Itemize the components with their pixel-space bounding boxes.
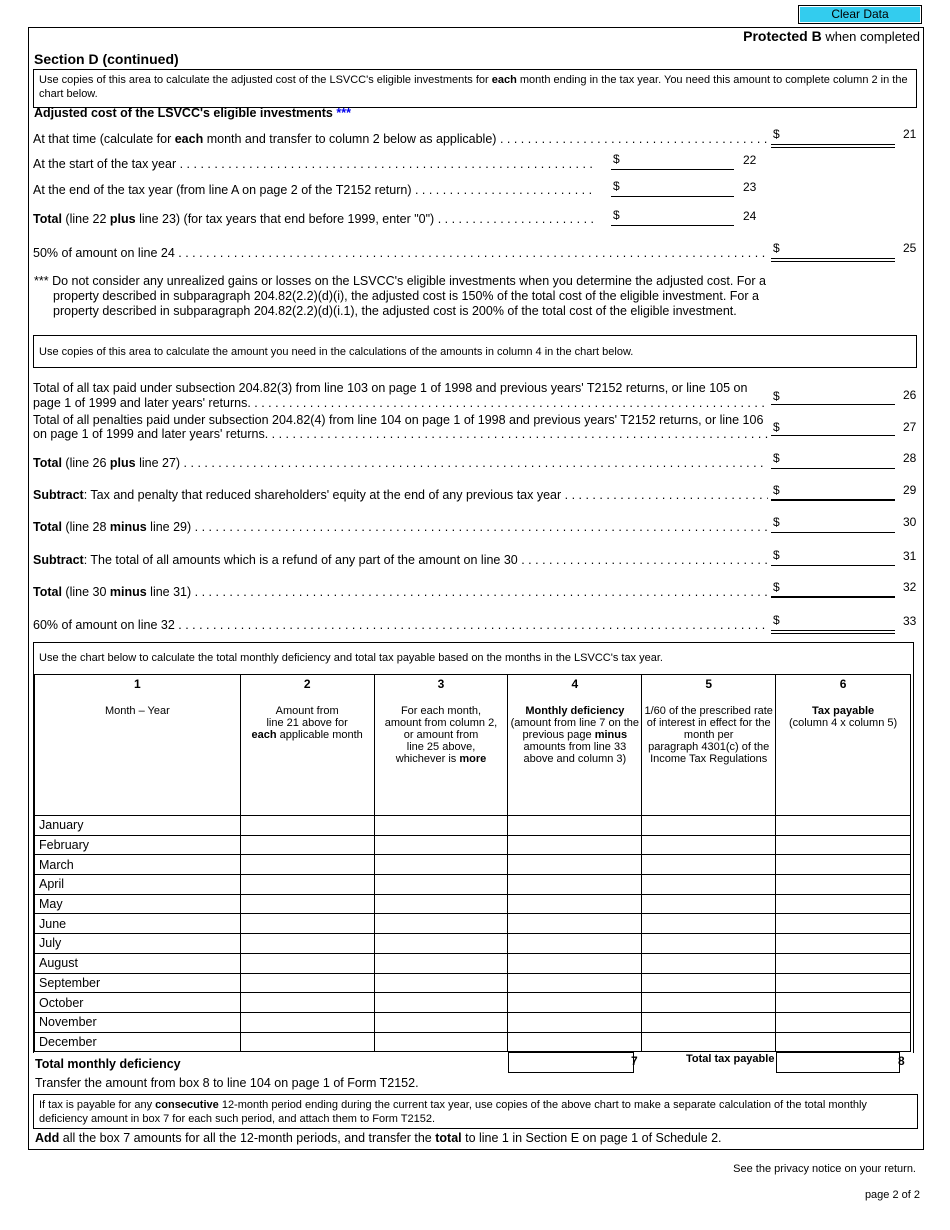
column-4-cell[interactable] [508, 914, 642, 934]
column-5-cell[interactable] [642, 914, 776, 934]
column-2-cell[interactable] [240, 816, 374, 836]
table-row [35, 973, 911, 993]
table-row [35, 953, 911, 973]
column-3-cell[interactable] [374, 875, 508, 895]
line-28-input[interactable] [785, 451, 897, 469]
line-26-underline [771, 404, 895, 405]
line-28-underline [771, 468, 895, 469]
month-cell: February [35, 835, 241, 855]
column-3-cell[interactable] [374, 855, 508, 875]
line-32-underline [771, 596, 895, 598]
column-4-cell[interactable] [508, 835, 642, 855]
line-30-label: Total (line 28 minus line 29) . . . [33, 520, 768, 534]
clear-data-button[interactable]: Clear Data [798, 5, 922, 24]
column-5-cell[interactable] [642, 993, 776, 1013]
column-3-cell[interactable] [374, 934, 508, 954]
line-25-input[interactable] [785, 241, 897, 259]
column-6-cell[interactable] [776, 875, 911, 895]
dollar-sign: $ [613, 208, 620, 222]
dollar-sign: $ [773, 127, 780, 141]
add-box-7-instruction: Add all the box 7 amounts for all the 12-month periods, and transfer the total to line 1 in Section E on page 1 of Schedule 2. [35, 1131, 722, 1145]
column-2-cell[interactable] [240, 1032, 374, 1052]
box-8-input[interactable] [776, 1052, 900, 1073]
line-25-label: 50% of amount on line 24 . . . [33, 246, 768, 260]
column-2-cell[interactable] [240, 875, 374, 895]
column-4-cell[interactable] [508, 1032, 642, 1052]
column-4-cell[interactable] [508, 1012, 642, 1032]
chart-instruction: Use the chart below to calculate the total monthly deficiency and total tax payable based on the months in the LSVCC's tax year. [39, 652, 663, 664]
column-4-header: 4 Monthly deficiency (amount from line 7 on the previous page minus amounts from line 33 above and column 3) [508, 675, 642, 816]
column-3-cell[interactable] [374, 973, 508, 993]
line-23-label: At the end of the tax year (from line A on page 2 of the T2152 return) . . . [33, 183, 595, 197]
table-row [35, 816, 911, 836]
dollar-sign: $ [773, 548, 780, 562]
line-21-label: At that time (calculate for each month and transfer to column 2 below as applicable) . . . [33, 132, 768, 146]
column-2-cell[interactable] [240, 894, 374, 914]
column-3-cell[interactable] [374, 894, 508, 914]
month-cell: September [35, 973, 241, 993]
table-row [35, 1032, 911, 1052]
line-26-input[interactable] [785, 387, 897, 405]
line-30-underline [771, 532, 895, 533]
line-30-number: 30 [903, 515, 917, 529]
dollar-sign: $ [773, 389, 780, 403]
column-2-cell[interactable] [240, 934, 374, 954]
consecutive-period-note: If tax is payable for any consecutive 12-month period ending during the current tax year, use copies of the above chart to make a separate calculation of the total monthly deficiency amount in box 7 for each such period, and attach them to Form T2152. [33, 1094, 918, 1129]
line-29-underline [771, 499, 895, 501]
line-29-number: 29 [903, 483, 917, 497]
line-24-underline [611, 225, 734, 226]
column-2-cell[interactable] [240, 993, 374, 1013]
line-32-label: Total (line 30 minus line 31) . . . [33, 585, 768, 599]
column-6-header: 6 Tax payable (column 4 x column 5) [776, 675, 911, 816]
column-5-cell[interactable] [642, 875, 776, 895]
column-5-cell[interactable] [642, 1032, 776, 1052]
privacy-notice: See the privacy notice on your return. [733, 1163, 916, 1175]
column-6-cell[interactable] [776, 835, 911, 855]
column-4-cell[interactable] [508, 875, 642, 895]
line-29-label: Subtract: Tax and penalty that reduced shareholders' equity at the end of any previous tax year . . . [33, 488, 768, 502]
line-28-label: Total (line 26 plus line 27) . . . [33, 456, 768, 470]
line-23-number: 23 [743, 180, 757, 194]
line-26-number: 26 [903, 388, 917, 402]
column-3-cell[interactable] [374, 1012, 508, 1032]
line-21-number: 21 [903, 127, 917, 141]
column-5-header: 5 1/60 of the prescribed rate of interest in effect for the month per paragraph 4301(c) of the Income Tax Regulations [642, 675, 776, 816]
box-7-number: 7 [631, 1054, 638, 1068]
column-3-cell[interactable] [374, 835, 508, 855]
line-31-input[interactable] [785, 548, 897, 566]
column-1-header: 1 Month – Year [35, 675, 241, 816]
column-6-cell[interactable] [776, 934, 911, 954]
line-25-underline [771, 258, 895, 262]
table-row [35, 835, 911, 855]
line-21-input[interactable] [785, 127, 897, 145]
dollar-sign: $ [773, 420, 780, 434]
line-27-label: Total of all penalties paid under subsection 204.82(4) from line 104 on page 1 of 1998 and previous years' T2152 returns, or line 106 on page 1 of 1999 and later years' returns. . . . [33, 413, 768, 441]
column-6-cell[interactable] [776, 855, 911, 875]
column-5-cell[interactable] [642, 816, 776, 836]
month-cell: August [35, 953, 241, 973]
column-5-cell[interactable] [642, 934, 776, 954]
dollar-sign: $ [773, 241, 780, 255]
total-tax-payable-label: Total tax payable [686, 1053, 775, 1065]
line-28-number: 28 [903, 451, 917, 465]
column-6-cell[interactable] [776, 1012, 911, 1032]
column-6-cell[interactable] [776, 993, 911, 1013]
column-6-cell[interactable] [776, 894, 911, 914]
table-row [35, 914, 911, 934]
month-cell: May [35, 894, 241, 914]
transfer-instruction: Transfer the amount from box 8 to line 104 on page 1 of Form T2152. [35, 1076, 419, 1090]
column-6-cell[interactable] [776, 914, 911, 934]
line-23-input[interactable] [625, 179, 735, 197]
column-5-cell[interactable] [642, 953, 776, 973]
adjusted-cost-footnote: *** Do not consider any unrealized gains or losses on the LSVCC's eligible investments when you determine the adjusted cost. For a property described in subparagraph 204.82(2.2)(d)(i), the adjusted cost is 150% of the total cost of the eligible investment. For a property described in subparagraph 204.82(2.2)(d)(i.1), the adjusted cost is 200% of the total cost of the eligible investment. [34, 274, 766, 318]
line-27-input[interactable] [785, 418, 897, 436]
column-2-cell[interactable] [240, 914, 374, 934]
column-3-cell[interactable] [374, 816, 508, 836]
month-cell: June [35, 914, 241, 934]
column-5-cell[interactable] [642, 973, 776, 993]
adjusted-cost-heading: Adjusted cost of the LSVCC's eligible investments *** [34, 106, 351, 120]
column-5-cell[interactable] [642, 1012, 776, 1032]
column-4-cell[interactable] [508, 816, 642, 836]
column-5-cell[interactable] [642, 855, 776, 875]
line-33-number: 33 [903, 614, 917, 628]
table-row [35, 855, 911, 875]
column-6-cell[interactable] [776, 953, 911, 973]
table-row [35, 875, 911, 895]
dollar-sign: $ [773, 580, 780, 594]
month-cell: October [35, 993, 241, 1013]
line-22-number: 22 [743, 153, 757, 167]
month-cell: December [35, 1032, 241, 1052]
month-cell: April [35, 875, 241, 895]
column-4-cell[interactable] [508, 953, 642, 973]
line-24-label: Total (line 22 plus line 23) (for tax years that end before 1999, enter "0") . . . [33, 212, 595, 226]
box-7-input[interactable] [508, 1052, 634, 1073]
line-23-underline [611, 196, 734, 197]
line-26-label: Total of all tax paid under subsection 204.82(3) from line 103 on page 1 of 1998 and previous years' T2152 returns, or line 105 on page 1 of 1999 and later years' returns. . . . [33, 381, 768, 411]
box-8-number: 8 [898, 1054, 905, 1068]
column-2-cell[interactable] [240, 855, 374, 875]
line-21-underline [771, 144, 895, 148]
column-4-instruction: Use copies of this area to calculate the amount you need in the calculations of the amounts in column 4 in the chart below. [33, 335, 917, 368]
line-25-number: 25 [903, 241, 917, 255]
dollar-sign: $ [613, 179, 620, 193]
line-27-number: 27 [903, 420, 917, 434]
table-row [35, 934, 911, 954]
line-31-label: Subtract: The total of all amounts which is a refund of any part of the amount on line 30 . . . [33, 553, 768, 567]
dollar-sign: $ [773, 515, 780, 529]
column-6-cell[interactable] [776, 973, 911, 993]
column-2-cell[interactable] [240, 953, 374, 973]
month-cell: January [35, 816, 241, 836]
table-row [35, 1012, 911, 1032]
column-2-cell[interactable] [240, 973, 374, 993]
protected-b-label: Protected B when completed [743, 28, 920, 44]
column-5-cell[interactable] [642, 894, 776, 914]
column-4-cell[interactable] [508, 973, 642, 993]
line-22-label: At the start of the tax year . . . [33, 157, 595, 171]
column-4-cell[interactable] [508, 855, 642, 875]
dollar-sign: $ [613, 152, 620, 166]
line-24-number: 24 [743, 209, 757, 223]
section-title: Section D (continued) [34, 51, 179, 67]
column-2-cell[interactable] [240, 835, 374, 855]
table-row [35, 993, 911, 1013]
column-3-cell[interactable] [374, 914, 508, 934]
column-6-cell[interactable] [776, 1032, 911, 1052]
adjusted-cost-instruction: Use copies of this area to calculate the adjusted cost of the LSVCC's eligible investments for each month ending in the tax year. You need this amount to complete column 2 in the chart below. [33, 69, 917, 108]
line-33-underline [771, 630, 895, 634]
dollar-sign: $ [773, 483, 780, 497]
dollar-sign: $ [773, 613, 780, 627]
monthly-deficiency-chart [34, 674, 911, 1052]
column-3-cell[interactable] [374, 993, 508, 1013]
column-3-cell[interactable] [374, 953, 508, 973]
column-3-cell[interactable] [374, 1032, 508, 1052]
month-cell: November [35, 1012, 241, 1032]
total-monthly-deficiency-label: Total monthly deficiency [35, 1057, 181, 1071]
line-22-input[interactable] [625, 152, 735, 170]
line-31-number: 31 [903, 549, 917, 563]
column-6-cell[interactable] [776, 816, 911, 836]
line-33-input[interactable] [785, 613, 897, 631]
column-4-cell[interactable] [508, 993, 642, 1013]
line-30-input[interactable] [785, 515, 897, 533]
column-4-cell[interactable] [508, 894, 642, 914]
line-27-underline [771, 435, 895, 436]
month-cell: July [35, 934, 241, 954]
dollar-sign: $ [773, 451, 780, 465]
page-number: page 2 of 2 [864, 1189, 920, 1201]
line-32-number: 32 [903, 580, 917, 594]
line-22-underline [611, 169, 734, 170]
month-cell: March [35, 855, 241, 875]
column-3-header: 3 For each month, amount from column 2, or amount from line 25 above, whichever is more [374, 675, 508, 816]
table-row [35, 894, 911, 914]
line-31-underline [771, 565, 895, 566]
column-2-cell[interactable] [240, 1012, 374, 1032]
line-33-label: 60% of amount on line 32 . . . [33, 618, 768, 632]
column-5-cell[interactable] [642, 835, 776, 855]
column-4-cell[interactable] [508, 934, 642, 954]
line-24-input[interactable] [625, 208, 735, 226]
column-2-header: 2 Amount from line 21 above for each applicable month [240, 675, 374, 816]
